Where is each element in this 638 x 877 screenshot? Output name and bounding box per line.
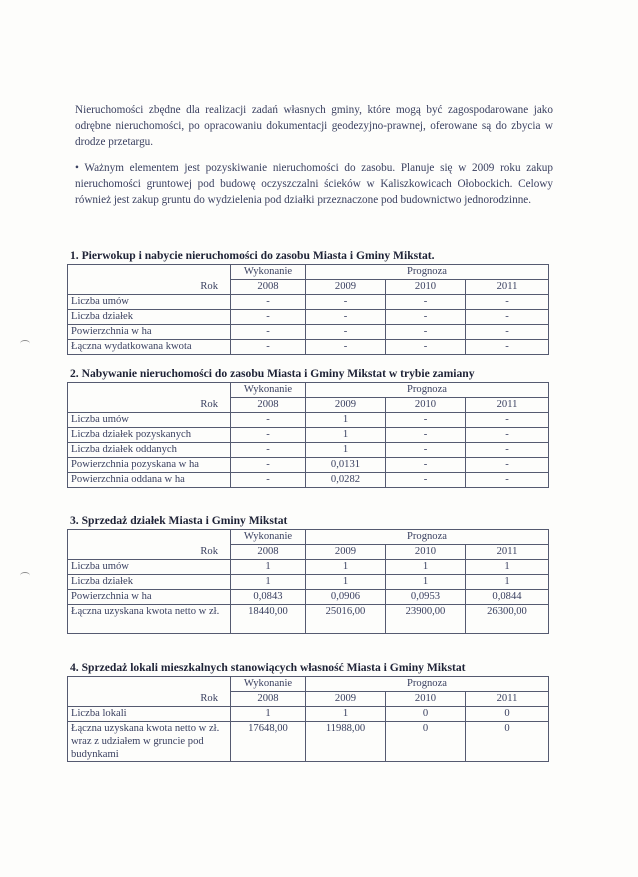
table-row <box>68 443 549 458</box>
value-cell: - <box>306 340 386 355</box>
year-cell: 2008 <box>231 398 306 413</box>
value-cell: 1 <box>306 560 386 575</box>
row-label: Liczba działek <box>68 575 231 590</box>
table-row <box>68 575 549 590</box>
section-2-title: 2. Nabywanie nieruchomości do zasobu Miasta i Gminy Mikstat w trybie zamiany <box>70 367 475 380</box>
value-cell: 26300,00 <box>466 605 549 634</box>
year-cell: 2010 <box>386 280 466 295</box>
section-3-title: 3. Sprzedaż działek Miasta i Gminy Mikstat <box>70 514 288 527</box>
year-cell: 2009 <box>306 692 386 707</box>
value-cell: - <box>466 325 549 340</box>
scan-mark <box>20 340 30 347</box>
value-cell: - <box>231 458 306 473</box>
value-cell: - <box>466 428 549 443</box>
value-cell: - <box>231 443 306 458</box>
row-label: Liczba działek <box>68 310 231 325</box>
value-cell: - <box>466 443 549 458</box>
row-label: Powierzchnia pozyskana w ha <box>68 458 231 473</box>
empty-cell <box>68 383 231 398</box>
table-header-row <box>68 265 549 280</box>
year-cell: 2009 <box>306 545 386 560</box>
value-cell: 0,0843 <box>231 590 306 605</box>
table-row <box>68 413 549 428</box>
table-section-1 <box>67 264 549 355</box>
value-cell: 0 <box>466 722 549 762</box>
row-label: Powierzchnia w ha <box>68 325 231 340</box>
table-row <box>68 295 549 310</box>
header-wykonanie: Wykonanie <box>231 530 306 545</box>
value-cell: - <box>386 413 466 428</box>
value-cell: 1 <box>231 560 306 575</box>
value-cell: 0 <box>466 707 549 722</box>
row-label: Liczba działek oddanych <box>68 443 231 458</box>
year-cell: 2010 <box>386 398 466 413</box>
table-header-row <box>68 383 549 398</box>
value-cell: 1 <box>386 575 466 590</box>
value-cell: - <box>231 473 306 488</box>
value-cell: 1 <box>466 575 549 590</box>
section-1-title: 1. Pierwokup i nabycie nieruchomości do zasobu Miasta i Gminy Mikstat. <box>70 249 435 262</box>
year-cell: 2009 <box>306 280 386 295</box>
value-cell: 0,0906 <box>306 590 386 605</box>
value-cell: - <box>306 325 386 340</box>
row-label: Powierzchnia w ha <box>68 590 231 605</box>
value-cell: 0,0844 <box>466 590 549 605</box>
value-cell: 1 <box>306 413 386 428</box>
year-cell: 2009 <box>306 398 386 413</box>
value-cell: - <box>386 340 466 355</box>
value-cell: - <box>231 428 306 443</box>
header-prognoza: Prognoza <box>306 265 549 280</box>
value-cell: 25016,00 <box>306 605 386 634</box>
empty-cell <box>68 677 231 692</box>
value-cell: - <box>386 473 466 488</box>
value-cell: - <box>386 458 466 473</box>
year-cell: 2011 <box>466 692 549 707</box>
value-cell: 23900,00 <box>386 605 466 634</box>
row-label: Łączna uzyskana kwota netto w zł. wraz z udziałem w gruncie pod budynkami <box>68 722 231 762</box>
value-cell: - <box>466 458 549 473</box>
value-cell: - <box>466 473 549 488</box>
empty-cell <box>68 265 231 280</box>
header-wykonanie: Wykonanie <box>231 265 306 280</box>
table-row <box>68 560 549 575</box>
section-4-title: 4. Sprzedaż lokali mieszkalnych stanowiących własność Miasta i Gminy Mikstat <box>70 661 466 674</box>
header-wykonanie: Wykonanie <box>231 383 306 398</box>
header-prognoza: Prognoza <box>306 383 549 398</box>
header-rok: Rok <box>68 545 231 560</box>
year-cell: 2008 <box>231 692 306 707</box>
year-cell: 2008 <box>231 545 306 560</box>
value-cell: - <box>466 295 549 310</box>
row-label: Łączna wydatkowana kwota <box>68 340 231 355</box>
year-cell: 2010 <box>386 545 466 560</box>
header-prognoza: Prognoza <box>306 677 549 692</box>
table-row <box>68 428 549 443</box>
paragraph-acquisition-text: Ważnym elementem jest pozyskiwanie nieruchomości do zasobu. Planuje się w 2009 roku zakup nieruchomości gruntowej pod budowę oczyszczalni ścieków w Kaliszkowicach Ołobockich. Celowy również jest zakup gruntu do wydzielenia pod działki przeznaczone pod budownictwo jednorodzinne. <box>75 162 553 206</box>
value-cell: - <box>386 325 466 340</box>
table-years-row <box>68 692 549 707</box>
row-label: Łączna uzyskana kwota netto w zł. <box>68 605 231 634</box>
value-cell: 1 <box>466 560 549 575</box>
value-cell: 0 <box>386 722 466 762</box>
scan-mark <box>20 572 30 579</box>
value-cell: 0 <box>386 707 466 722</box>
year-cell: 2011 <box>466 545 549 560</box>
value-cell: 11988,00 <box>306 722 386 762</box>
row-label: Liczba działek pozyskanych <box>68 428 231 443</box>
year-cell: 2008 <box>231 280 306 295</box>
row-label: Liczba umów <box>68 295 231 310</box>
table-row <box>68 722 549 762</box>
value-cell: 1 <box>231 575 306 590</box>
table-years-row <box>68 280 549 295</box>
value-cell: - <box>306 310 386 325</box>
table-row <box>68 325 549 340</box>
year-cell: 2011 <box>466 280 549 295</box>
value-cell: - <box>386 428 466 443</box>
header-rok: Rok <box>68 398 231 413</box>
row-label: Powierzchnia oddana w ha <box>68 473 231 488</box>
value-cell: 1 <box>306 575 386 590</box>
value-cell: 0,0131 <box>306 458 386 473</box>
value-cell: - <box>231 295 306 310</box>
value-cell: 1 <box>306 443 386 458</box>
table-row <box>68 340 549 355</box>
value-cell: 0,0282 <box>306 473 386 488</box>
value-cell: - <box>306 295 386 310</box>
row-label: Liczba umów <box>68 560 231 575</box>
value-cell: 1 <box>306 707 386 722</box>
table-row <box>68 707 549 722</box>
table-section-2 <box>67 382 549 488</box>
table-header-row <box>68 677 549 692</box>
value-cell: - <box>386 295 466 310</box>
year-cell: 2010 <box>386 692 466 707</box>
value-cell: 1 <box>386 560 466 575</box>
value-cell: - <box>231 325 306 340</box>
value-cell: - <box>231 340 306 355</box>
table-row <box>68 590 549 605</box>
table-row <box>68 473 549 488</box>
value-cell: - <box>466 413 549 428</box>
paragraph-acquisition <box>75 160 553 208</box>
header-wykonanie: Wykonanie <box>231 677 306 692</box>
bullet: • <box>75 162 79 174</box>
header-prognoza: Prognoza <box>306 530 549 545</box>
table-years-row <box>68 545 549 560</box>
table-row <box>68 310 549 325</box>
value-cell: 0,0953 <box>386 590 466 605</box>
value-cell: - <box>231 413 306 428</box>
table-section-3 <box>67 529 549 634</box>
value-cell: 18440,00 <box>231 605 306 634</box>
header-rok: Rok <box>68 280 231 295</box>
row-label: Liczba lokali <box>68 707 231 722</box>
header-rok: Rok <box>68 692 231 707</box>
table-years-row <box>68 398 549 413</box>
value-cell: 1 <box>306 428 386 443</box>
table-header-row <box>68 530 549 545</box>
row-label: Liczba umów <box>68 413 231 428</box>
value-cell: 1 <box>231 707 306 722</box>
table-row <box>68 458 549 473</box>
year-cell: 2011 <box>466 398 549 413</box>
value-cell: - <box>466 310 549 325</box>
value-cell: - <box>386 310 466 325</box>
value-cell: - <box>386 443 466 458</box>
table-row <box>68 605 549 634</box>
value-cell: - <box>466 340 549 355</box>
paragraph-intro: Nieruchomości zbędne dla realizacji zadań własnych gminy, które mogą być zagospodarowane jako odrębne nieruchomości, po opracowaniu dokumentacji geodezyjno-prawnej, oferowane są do zbycia w drodze przetargu. <box>75 104 553 148</box>
value-cell: - <box>231 310 306 325</box>
value-cell: 17648,00 <box>231 722 306 762</box>
table-section-4 <box>67 676 549 762</box>
empty-cell <box>68 530 231 545</box>
